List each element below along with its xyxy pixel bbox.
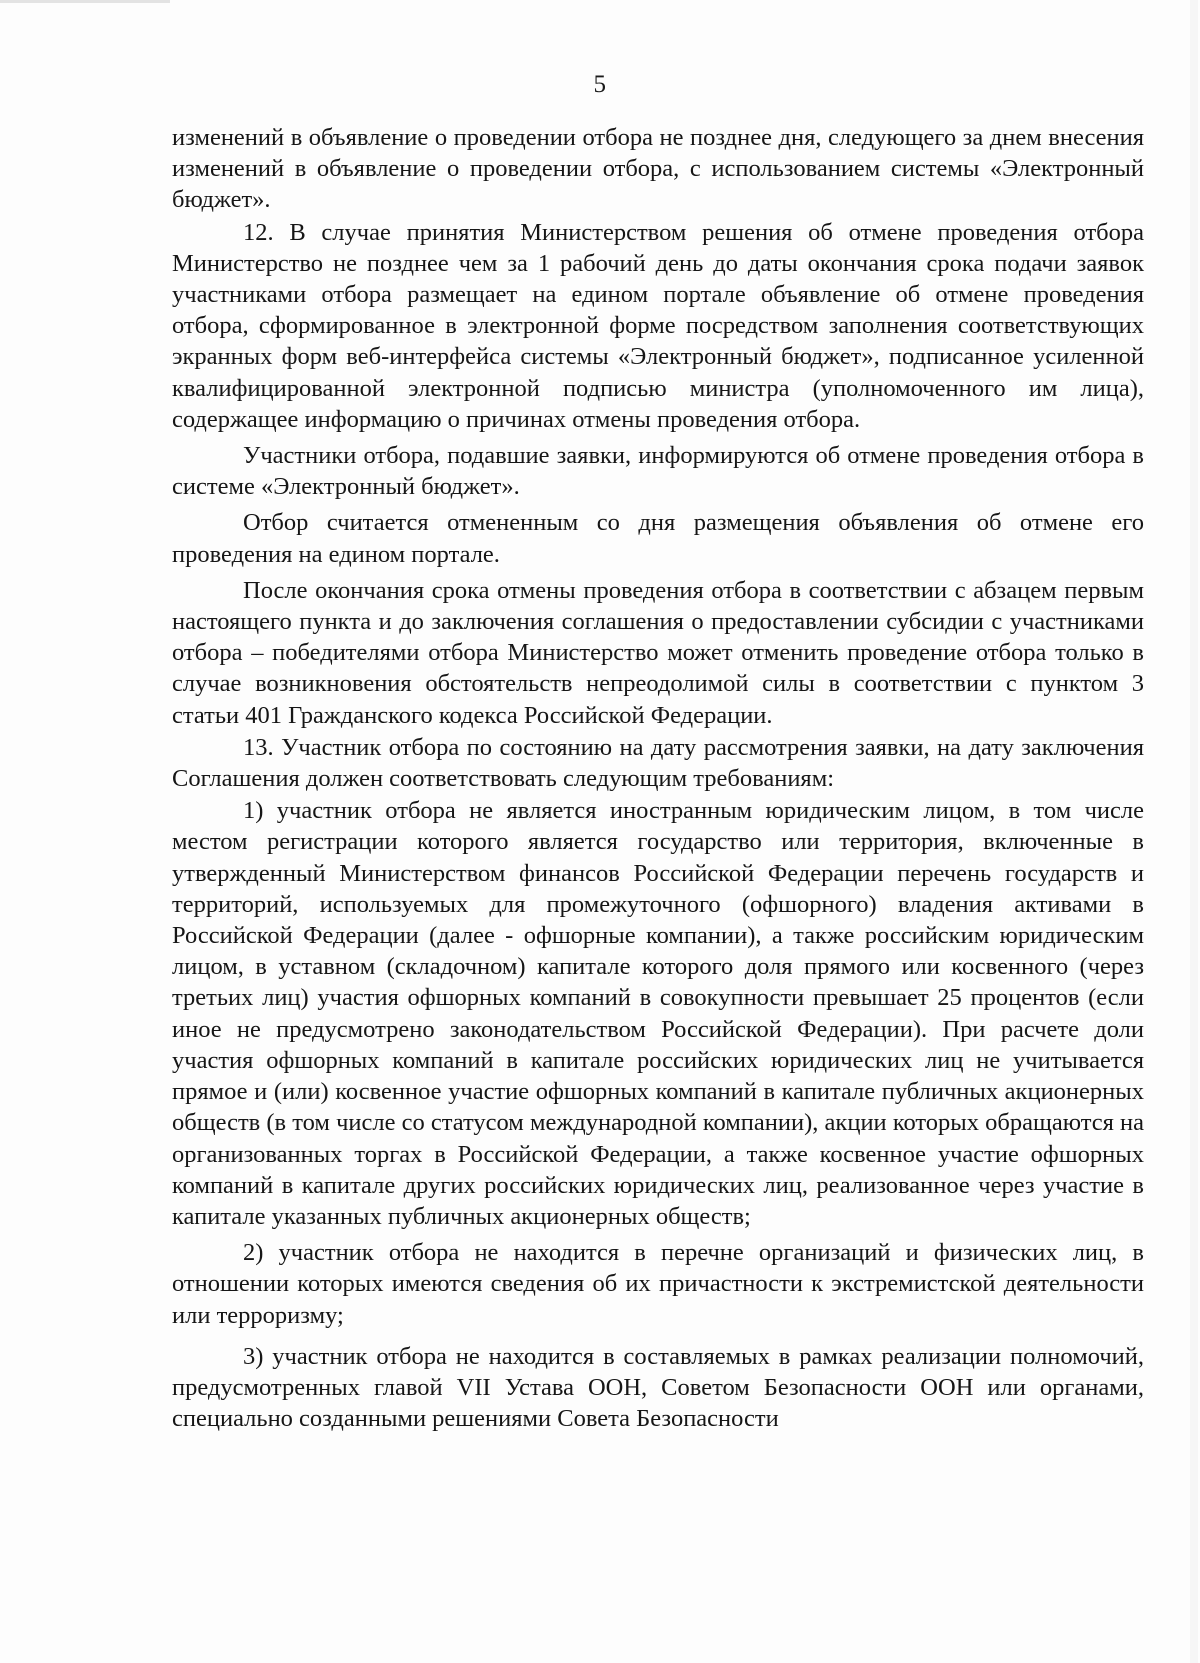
- paragraph-selection-cancelled: Отбор считается отмененным со дня размещения объявления об отмене его проведения на едином портале.: [172, 509, 1144, 568]
- scan-artifact: [0, 0, 170, 3]
- document-body: [172, 122, 1144, 1434]
- paragraph-item-12: 12. В случае принятия Министерством решения об отмене проведения отбора Министерство не позднее чем за 1 рабочий день до даты окончания срока подачи заявок участниками отбора размещает на едином портале объявление об отмене проведения отбора, сформированное в электронной форме посредством заполнения соответствующих экранных форм веб-интерфейса системы «Электронный бюджет», подписанное усиленной квалифицированной электронной подписью министра (уполномоченного им лица), содержащее информацию о причинах отмены проведения отбора.: [172, 218, 1144, 433]
- paragraph-requirement-1: 1) участник отбора не является иностранным юридическим лицом, в том числе местом регистрации которого является государство или территория, включенные в утвержденный Министерством финансов Российской Федерации перечень государств и территорий, используемых для промежуточного (офшорного) владения активами в Российской Федерации (далее - офшорные компании), а также российским юридическим лицом, в уставном (складочном) капитале которого доля прямого или косвенного (через третьих лиц) участия офшорных компаний в совокупности превышает 25 процентов (если иное не предусмотрено законодательством Российской Федерации). При расчете доли участия офшорных компаний в капитале российских юридических лиц не учитывается прямое и (или) косвенное участие офшорных компаний в капитале публичных акционерных обществ (в том числе со статусом международной компании), акции которых обращаются на организованных торгах в Российской Федерации, а также косвенное участие офшорных компаний в капитале других российских юридических лиц, реализованное через участие в капитале указанных публичных акционерных обществ;: [172, 797, 1144, 1230]
- paragraph-requirement-3: 3) участник отбора не находится в составляемых в рамках реализации полномочий, предусмотренных главой VII Устава ООН, Советом Безопасности ООН или органами, специально созданными решениями Совета Безопасности: [172, 1342, 1144, 1433]
- paragraph-requirement-2: 2) участник отбора не находится в перечне организаций и физических лиц, в отношении которых имеются сведения об их причастности к экстремистской деятельности или терроризму;: [172, 1239, 1144, 1329]
- paragraph-force-majeure: После окончания срока отмены проведения отбора в соответствии с абзацем первым настоящего пункта и до заключения соглашения о предоставлении субсидии с участниками отбора – победителями отбора Министерство может отменить проведение отбора только в случае возникновения обстоятельств непреодолимой силы в соответствии с пунктом 3 статьи 401 Гражданского кодекса Российской Федерации.: [172, 576, 1144, 729]
- paragraph-item-13: 13. Участник отбора по состоянию на дату рассмотрения заявки, на дату заключения Соглашения должен соответствовать следующим требованиям:: [172, 733, 1144, 793]
- scan-artifact: [1190, 0, 1198, 1663]
- paragraph-participants-informed: Участники отбора, подавшие заявки, информируются об отмене проведения отбора в системе «Электронный бюджет».: [172, 442, 1144, 501]
- page-number: 5: [593, 71, 607, 98]
- paragraph-continuation: изменений в объявление о проведении отбора не позднее дня, следующего за днем внесения изменений в объявление о проведении отбора, с использованием системы «Электронный бюджет».: [172, 124, 1144, 214]
